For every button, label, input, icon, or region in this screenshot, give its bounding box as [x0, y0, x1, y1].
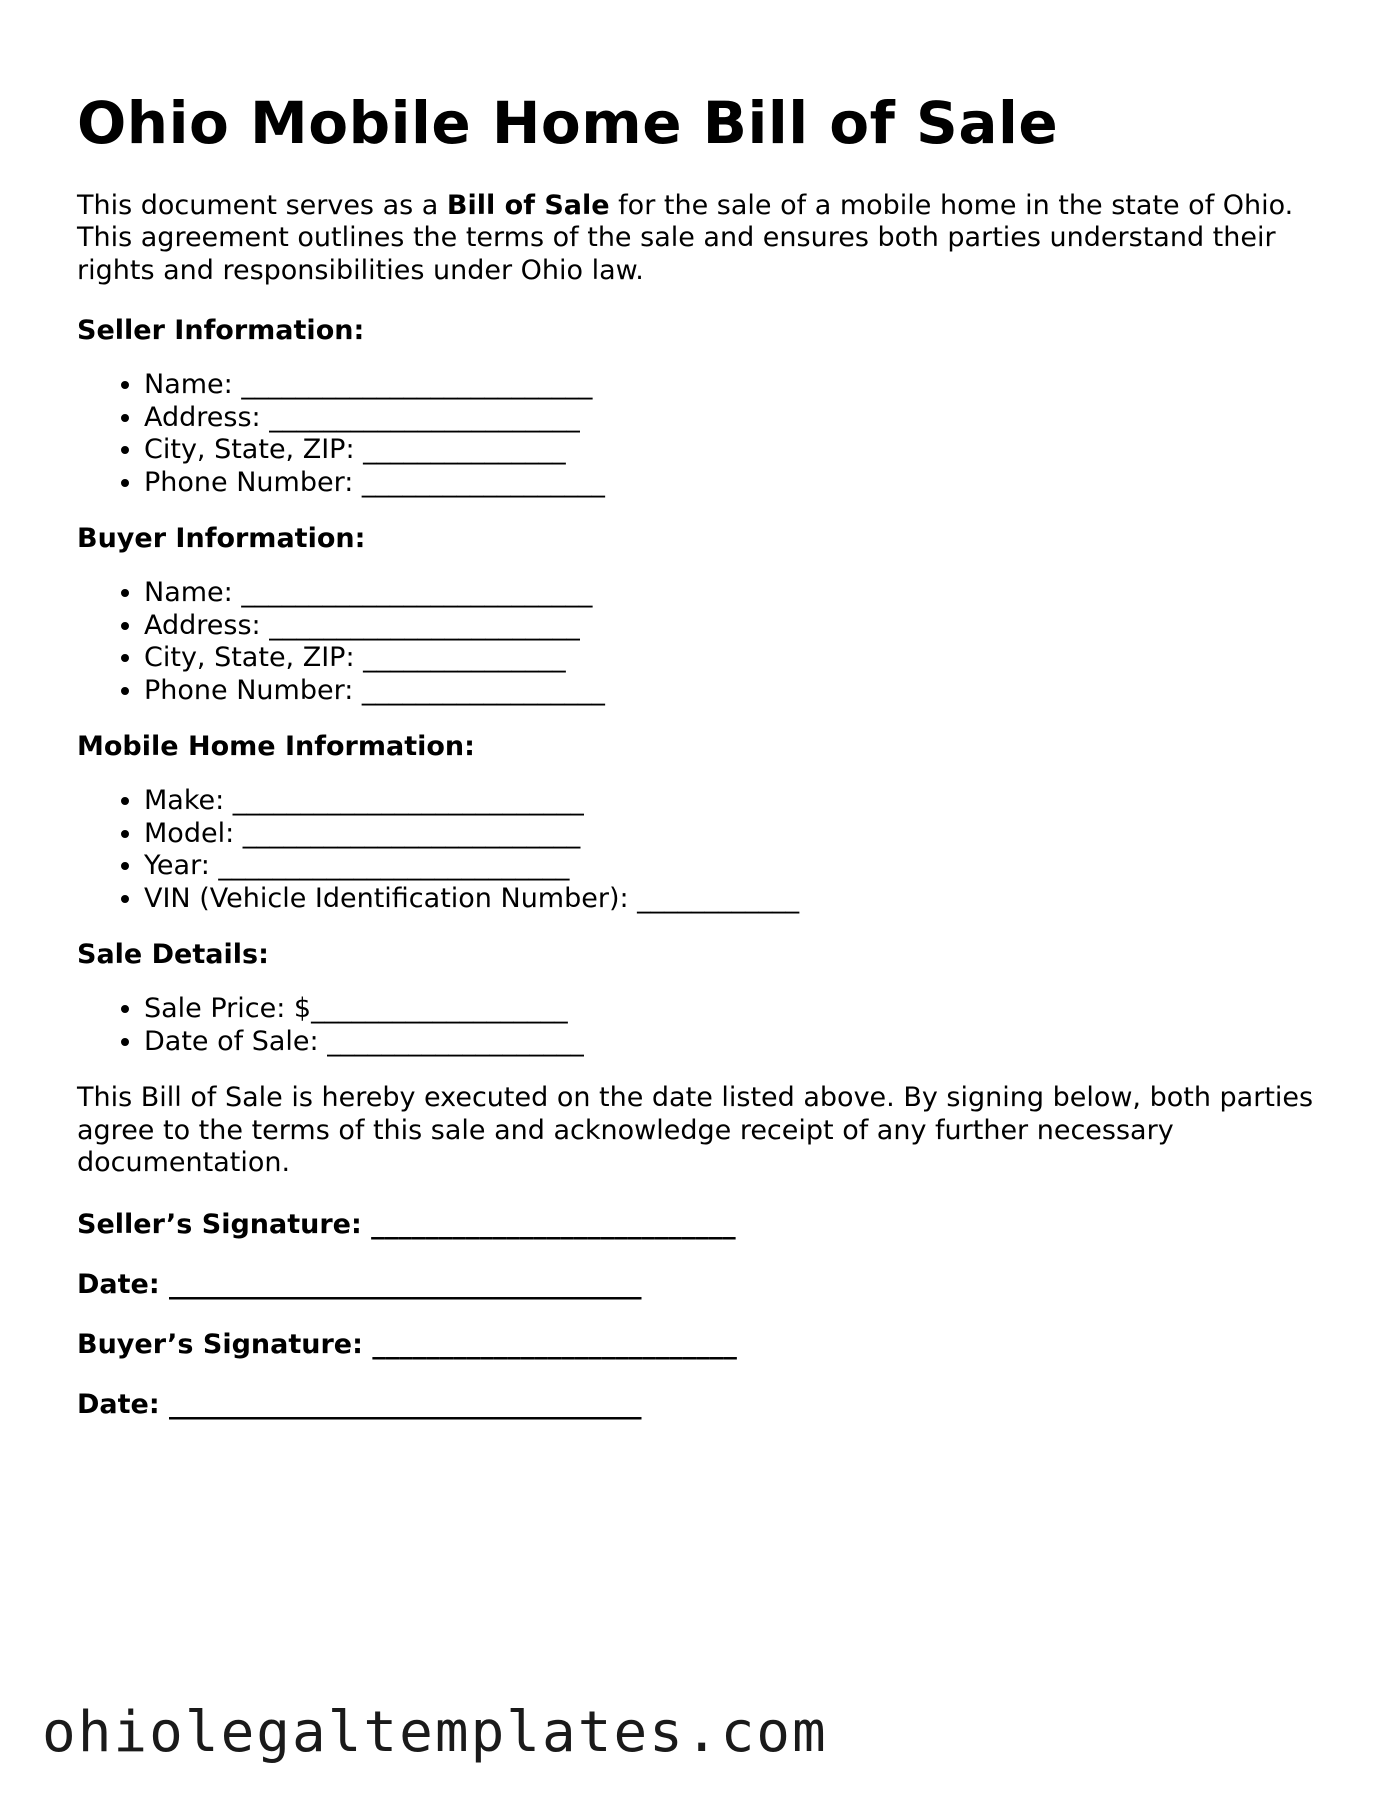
buyer-signature-line: Buyer’s Signature: ___________________________: [77, 1328, 737, 1360]
seller-name-field: • Name: __________________________: [144, 369, 1327, 402]
intro-bold-term: Bill of Sale: [446, 189, 610, 221]
sale-details-section-title: Sale Details:: [77, 939, 269, 971]
intro-text-start: This document serves as a: [77, 189, 447, 221]
document-page: [77, 89, 1327, 1448]
seller-signature-line: Seller’s Signature: ___________________________: [77, 1208, 736, 1240]
seller-section-title: Seller Information:: [77, 315, 365, 347]
buyer-address-field: • Address: _______________________: [144, 610, 1327, 643]
document-title: Ohio Mobile Home Bill of Sale: [77, 89, 1059, 157]
execution-paragraph: This Bill of Sale is hereby executed on the date listed above. By signing below, both parties agree to the terms of this sale and acknowledge receipt of any further necessary documentation.: [77, 1082, 1314, 1179]
buyer-info-list: [77, 577, 1327, 707]
buyer-date-line: Date: ___________________________________: [77, 1388, 642, 1420]
intro-paragraph: [77, 190, 1327, 288]
seller-address-field: • Address: _______________________: [144, 402, 1327, 435]
buyer-city-state-zip-field: • City, State, ZIP: _______________: [144, 642, 1327, 675]
seller-date-line: Date: ___________________________________: [77, 1268, 642, 1300]
seller-info-list: [77, 369, 1327, 499]
mobile-home-section-title: Mobile Home Information:: [77, 731, 475, 763]
intro-text-end: for the sale of a mobile home in the state of Ohio. This agreement outlines the terms of the sale and ensures both parties understand their rights and responsibilities under Ohio law.: [77, 189, 1294, 286]
model-field: • Model: _________________________: [144, 818, 1327, 851]
seller-city-state-zip-field: • City, State, ZIP: _______________: [144, 434, 1327, 467]
sale-details-list: [77, 993, 1327, 1058]
website-footer: ohiolegaltemplates.com: [42, 1700, 828, 1765]
sale-price-field: • Sale Price: $___________________: [144, 993, 1327, 1026]
mobile-home-info-list: [77, 785, 1327, 915]
buyer-section-title: Buyer Information:: [77, 523, 366, 555]
make-field: • Make: __________________________: [144, 785, 1327, 818]
vin-field: • VIN (Vehicle Identification Number): ____________: [144, 883, 1327, 916]
seller-phone-field: • Phone Number: __________________: [144, 467, 1327, 500]
date-of-sale-field: • Date of Sale: ___________________: [144, 1026, 1327, 1059]
year-field: • Year: __________________________: [144, 850, 1327, 883]
buyer-phone-field: • Phone Number: __________________: [144, 675, 1327, 708]
buyer-name-field: • Name: __________________________: [144, 577, 1327, 610]
